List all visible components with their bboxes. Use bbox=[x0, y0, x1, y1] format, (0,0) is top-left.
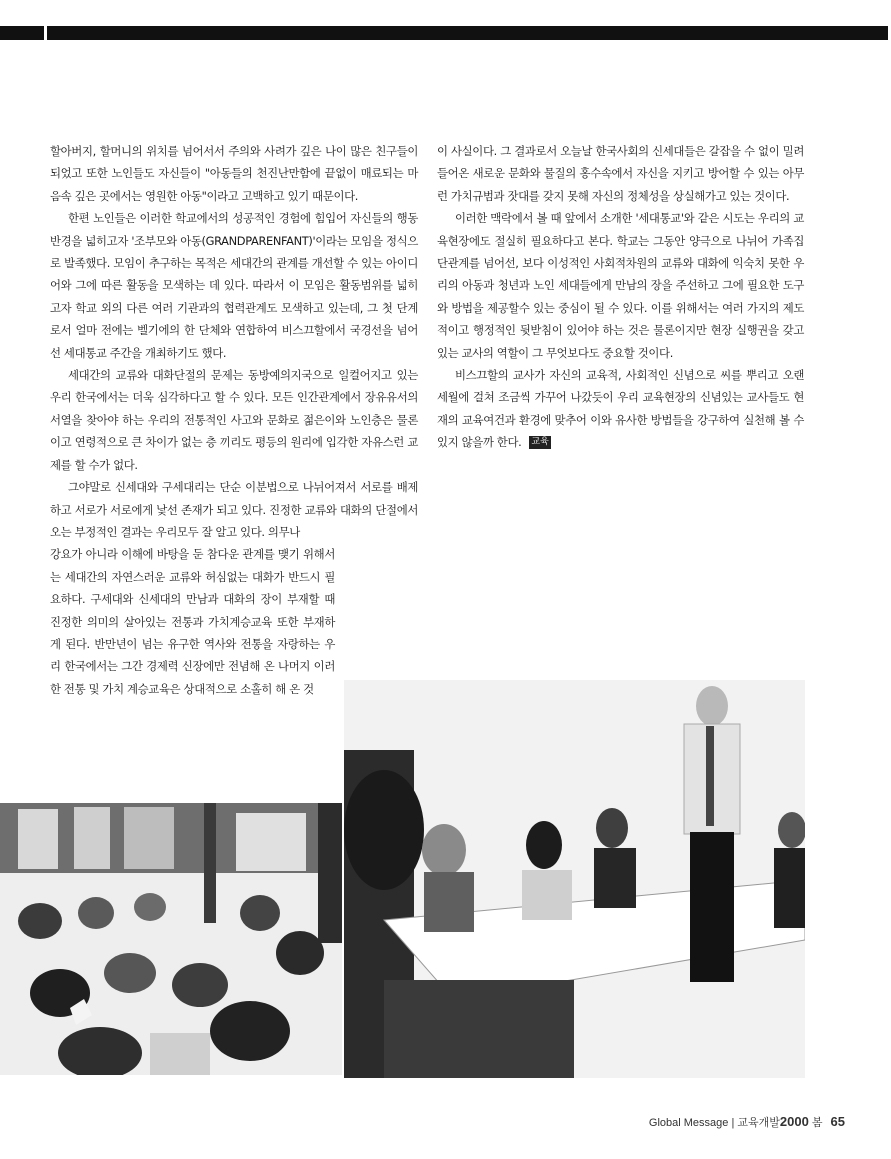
left-paragraph-1: 할아버지, 할머니의 위치를 넘어서서 주의와 사려가 깊은 나이 많은 친구들이 되었고 또한 노인들도 자신들이 "아동들의 천진난만함에 끝없이 매료되는 마음속 깊은 곳에서는 영원한 아동"이라고 고백하고 있기 때문이다. bbox=[50, 144, 418, 203]
header-bar-notch bbox=[44, 26, 47, 40]
classroom-photo-left-image bbox=[0, 803, 342, 1075]
right-paragraph-2: 이러한 맥락에서 볼 때 앞에서 소개한 '세대통교'와 같은 시도는 우리의 교육현장에도 절실히 필요하다고 본다. 학교는 그동안 양극으로 나뉘어 가족집단관계를 넘어선, 보다 이성적인 사회적차원의 교류와 대화에 익숙치 못한 우리의 아동과 청년과 노인 세대들에게 만남의 장을 주선하고 그에 필요한 도구와 방법을 제공할수 있는 중심이 될 수 있다. 이를 위해서는 여러 가지의 제도적이고 행정적인 뒷받침이 있어야 하는 것은 물론이지만 현장 실행권을 갖고 있는 교사의 역할이 그 무엇보다도 중요할 것이다. bbox=[437, 211, 804, 360]
page-footer bbox=[649, 1114, 845, 1130]
header-bar bbox=[0, 26, 888, 40]
right-text-column bbox=[437, 140, 804, 454]
right-paragraph-3 bbox=[437, 364, 804, 454]
footer-separator: | bbox=[728, 1117, 738, 1129]
footer-season: 봄 bbox=[811, 1117, 823, 1129]
footer-year: 2000 bbox=[779, 1114, 809, 1129]
page-number: 65 bbox=[830, 1114, 845, 1129]
right-paragraph-3-text: 비스끄할의 교사가 자신의 교육적, 사회적인 신념으로 씨를 뿌리고 오랜세월에 걸쳐 조금씩 가꾸어 나갔듯이 우리 교육현장의 신념있는 교사들도 현재의 교육여건과 환경에 맞추어 이와 유사한 방법들을 강구하여 실천해 볼 수 있지 않을까 한다. bbox=[437, 368, 804, 450]
left-text-column bbox=[50, 140, 418, 700]
classroom-photo-left bbox=[0, 803, 342, 1075]
footer-magazine-name: Global Message bbox=[648, 1117, 729, 1129]
right-paragraph-1: 이 사실이다. 그 결과로서 오늘날 한국사회의 신세대들은 갈잡을 수 없이 밀려들어온 새로운 문화와 물질의 홍수속에서 자신을 지키고 방어할 수 있는 아무런 가치규범과 잣대를 갖지 못해 자신의 정체성을 상실해가고 있는 것이다. bbox=[437, 144, 804, 203]
left-paragraph-3: 세대간의 교류와 대화단절의 문제는 동방예의지국으로 일컬어지고 있는 우리 한국에서는 더욱 심각하다고 할 수 있다. 모든 인간관계에서 장유유서의 서열을 찾아야 하는 우리의 전통적인 사고와 문화로 젊은이와 노인층은 물론이고 연령적으로 큰 차이가 없는 층 끼리도 평등의 원리에 입각한 자유스런 교제를 할 수가 없다. bbox=[50, 368, 418, 472]
classroom-photo-right bbox=[344, 680, 805, 1078]
left-paragraph-4: 그야말로 신세대와 구세대리는 단순 이분법으로 나뉘어져서 서로를 배제하고 서로가 서로에게 낯선 존재가 되고 있다. 진정한 교류와 대화의 단절에서 오는 부정적인 결과는 우리모두 잘 알고 있다. 의무나 bbox=[50, 480, 418, 539]
left-paragraph-2: 한편 노인들은 이러한 학교에서의 성공적인 경험에 힘입어 자신들의 행동반경을 넓히고자 '조부모와 아동(GRANDPARENFANT)'이라는 모임을 정식으로 발족했다. 모임이 추구하는 목적은 세대간의 관계를 개선할 수 있는 아이디어와 그에 따른 활동을 모색하는 데 있다. 따라서 이 모임은 활동범위를 넓히고자 학교 외의 다른 여러 기관과의 협력관계도 모색하고 있는데, 그 첫 단계로서 얼마 전에는 벨기에의 한 단체와 연합하여 비스끄할에서 국경선을 넘어선 세대통교 주간을 개최하기도 했다. bbox=[50, 211, 418, 360]
end-mark-logo: 교육 bbox=[531, 437, 549, 448]
left-paragraph-4-continued: 강요가 아니라 이해에 바탕을 둔 참다운 관계를 맺기 위해서는 세대간의 자연스러운 교류와 허심없는 대화가 반드시 필요하다. 구세대와 신세대의 만남과 대화의 장이 부재할 때 진정한 의미의 살아있는 전통과 가치계승교육 또한 부재하게 된다. 반만년이 넘는 유구한 역사와 전통을 자랑하는 우리 한국에서는 그간 경제력 신장에만 전념해 온 나머지 이러한 전통 및 가치 계승교육은 상대적으로 소홀히 해 온 것 bbox=[50, 547, 335, 696]
classroom-photo-right-image bbox=[344, 680, 805, 1078]
footer-section: 교육개발 bbox=[737, 1117, 780, 1129]
